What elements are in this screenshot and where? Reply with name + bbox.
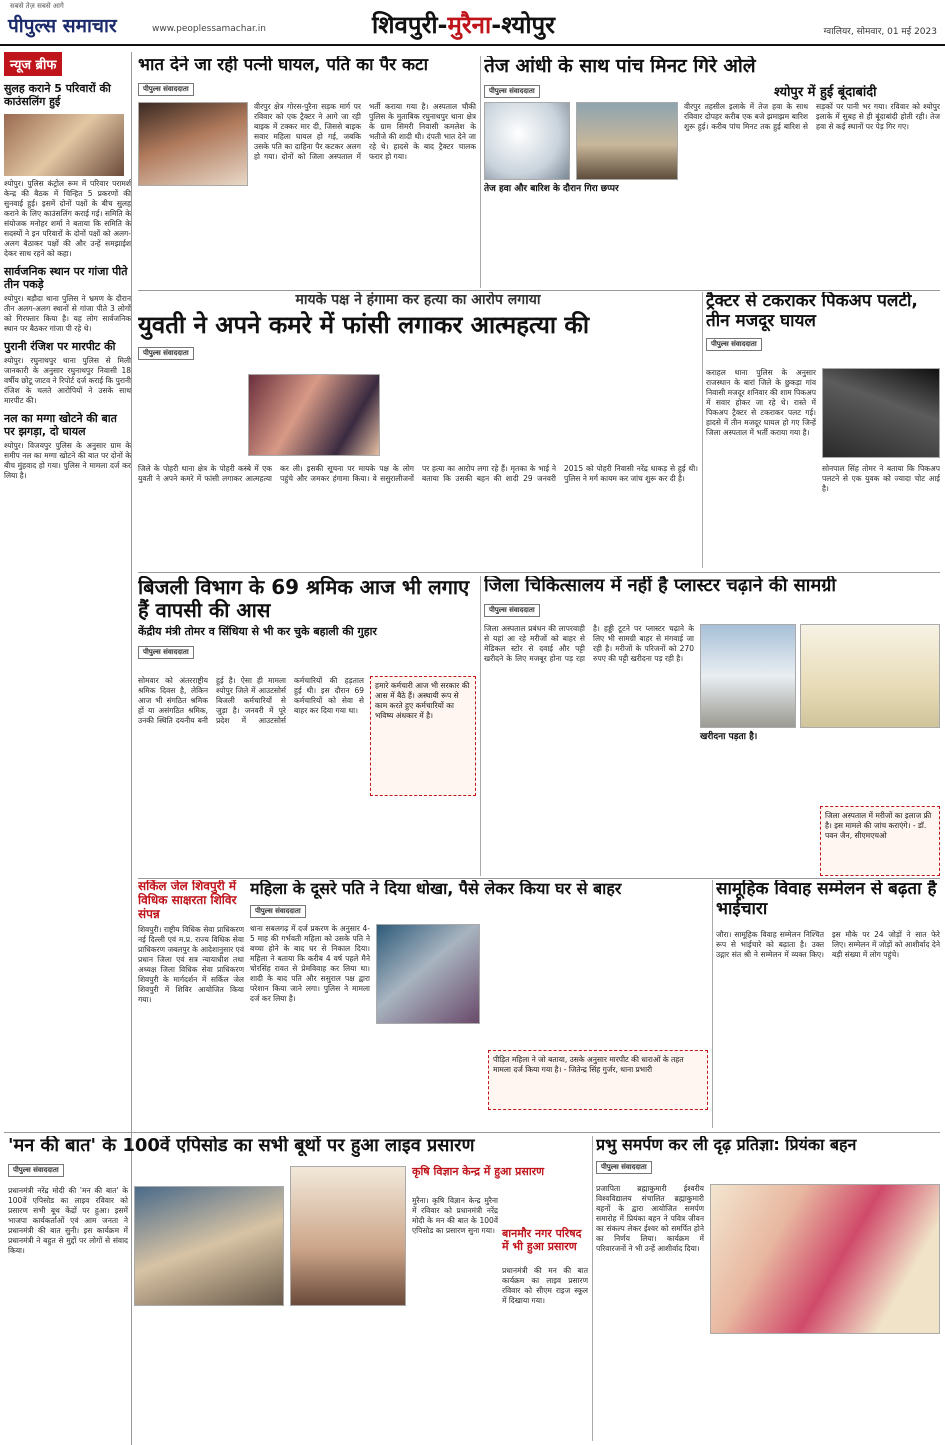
- overturned-pickup-photo: [822, 368, 940, 458]
- news-brief-label: न्यूज ब्रीफ: [4, 52, 62, 76]
- byline: पीपुल्स संवाददाता: [596, 1161, 652, 1174]
- byline: पीपुल्स संवाददाता: [484, 604, 540, 617]
- article-electricity-workers: [138, 576, 476, 876]
- brief-headline: नल का मग्गा खोटने की बात पर झगड़ा, दो घायल: [4, 412, 117, 438]
- byline: पीपुल्स संवाददाता: [484, 85, 540, 98]
- byline: पीपुल्स संवाददाता: [138, 646, 194, 659]
- article-mass-wedding: [716, 880, 940, 1128]
- article-body: जिला अस्पताल प्रबंधन की लापरवाही से यहां आ रहे मरीजों को बाहर से मेडिकल स्टोर से दवाई और पट्टी खरीदने के लिए मजबूर होना पड़ रहा है। हड्डी टूटने पर प्लास्टर चढ़ाने के लिए भी सामग्री बाहर से मंगवाई जा रही है। मरीजों के परिजनों को 270 रुपए की पट्टी खरीदना पड़ रही है।: [484, 624, 694, 663]
- article-body: जिले के पोहरी थाना क्षेत्र के पोहरी कस्बे में एक युवती ने अपने कमरे में फांसी लगाकर आत्महत्या कर ली। इसकी सूचना पर मायके पक्ष के लोग पहुंचे और जमकर हंगामा किया। वे ससुरालीजनों पर हत्या का आरोप लगा रहे हैं। मृतका के भाई ने बताया कि उसकी बहन की शादी 29 जनवरी 2015 को पोहरी निवासी नरेंद्र धाकड़ से हुई थी। पुलिस ने मर्ग कायम कर जांच शुरू कर दी है।: [138, 464, 698, 483]
- section-divider: [138, 290, 940, 291]
- section-divider: [138, 572, 940, 573]
- article-headline: तेज आंधी के साथ पांच मिनट गिरे ओले: [484, 56, 756, 77]
- column-divider: [480, 576, 481, 876]
- article-pickup-overturn: [706, 292, 940, 568]
- byline: पीपुल्स संवाददाता: [250, 905, 306, 918]
- quote-box: हमारे कर्मचारी आज भी सरकार की आस में बैठे हैं। अस्थायी रूप से काम करते हुए कर्मचारियों का भविष्य अंधकार में है।: [370, 676, 476, 796]
- brief-headline: सार्वजनिक स्थान पर गांजा पीते तीन पकड़े: [4, 265, 128, 291]
- article-headline: महिला के दूसरे पति ने दिया धोखा, पैसे लेकर किया घर से बाहर: [250, 880, 622, 898]
- byline: पीपुल्स संवाददाता: [8, 1164, 64, 1177]
- article-body: प्रजापिता ब्रह्माकुमारी ईश्वरीय विश्वविद्यालय संचालित ब्रह्माकुमारी बहनों के द्वारा आयोजित समर्पण समारोह में प्रियंका बहन ने पवित्र जीवन का संकल्प लेकर ईश्वर को समर्पित होने का निर्णय लिया। कार्यक्रम में परिवारजनों ने भी उन्हें आशीर्वाद दिया।: [596, 1184, 704, 1253]
- article-headline: भात देने जा रही पत्नी घायल, पति का पैर कटा: [138, 56, 429, 75]
- brief-headline: पुरानी रंजिश पर मारपीट की: [4, 340, 116, 353]
- edition-right: -श्योपुर: [491, 11, 555, 39]
- article-headline: सामूहिक विवाह सम्मेलन से बढ़ता है भाईचारा: [716, 880, 937, 919]
- column-divider: [480, 56, 481, 288]
- article-body: सोमवार को अंतरराष्ट्रीय श्रमिक दिवस है, लेकिन आज भी संगठित श्रमिक हों या असंगठित श्रमिक, उनकी स्थिति दयनीय बनी हुई है। ऐसा ही मामला श्योपुर जिले में आउटसोर्स बिजली कर्मचारियों से जुड़ा है। जनवरी में पूरे प्रदेश में आउटसोर्स कर्मचारियों की हड़ताल हुई थी। इस दौरान 69 कर्मचारियों को सेवा से बाहर कर दिया गया था।: [138, 676, 364, 725]
- article-body: थाना सबलगढ़ में दर्ज प्रकरण के अनुसार 4-5 माह की गर्भवती महिला को उसके पति ने बच्चा होने के बाद घर से निकाल दिया। महिला ने बताया कि करीब 4 वर्ष पहले मैने चोरसिंह रावत से प्रेमविवाह कर लिया था। शादी के बाद पति और ससुराल पक्ष द्वारा परेशान किया जाने लगा। पुलिस ने मामला दर्ज कर लिया है।: [250, 924, 370, 1003]
- article-headline: युवती ने अपने कमरे में फांसी लगाकर आत्महत्या की: [138, 311, 590, 340]
- article-legal-camp: [138, 880, 244, 1128]
- article-body: वीरपुर तहसील इलाके में तेज हवा के साथ रविवार दोपहर करीब एक बजे झमाझम बारिश शुरू हुई। करीब पांच मिनट तक हुई बारिश से सड़कों पर पानी भर गया। रविवार को श्योपुर इलाके में सुबह से ही बूंदाबांदी होती रही। तेज हवा से कई स्थानों पर पेड़ गिर गए।: [684, 102, 940, 131]
- broadcast-audience-photo: [134, 1186, 284, 1306]
- dateline: ग्वालियर, सोमवार, 01 मई 2023: [823, 27, 937, 37]
- accident-photo: [138, 102, 248, 186]
- byline: पीपुल्स संवाददाता: [138, 83, 194, 96]
- hospital-signboard-photo: [800, 624, 940, 728]
- viewers-photo: [290, 1166, 406, 1306]
- article-suicide: [138, 292, 698, 568]
- article-headline: 'मन की बात' के 100वें एपिसोड का सभी बूथों पर हुआ लाइव प्रसारण: [8, 1136, 475, 1156]
- byline: पीपुल्स संवाददाता: [138, 347, 194, 360]
- article-body: वीरपुर क्षेत्र गोरस-पुरैना सड़क मार्ग पर रविवार को एक ट्रैक्टर ने आगे जा रही बाइक में टक्कर मार दी, जिससे बाइक सवार महिला घायल हो गई, जबकि उसके पति का दाहिना पैर कटकर अलग हो गया। दोनों को जिला अस्पताल में भर्ती कराया गया है। अस्पताल चौकी पुलिस के मुताबिक रघुनाथपुर थाना क्षेत्र के ग्राम सिमरी निवासी कमलेश के भतीजे की शादी थी। दंपती भात देने जा रहे थे। हादसे के बाद ट्रैक्टर चालक फरार हो गया।: [254, 102, 476, 161]
- section-divider: [4, 1132, 940, 1133]
- brief-body: श्योपुर। पुलिस कंट्रोल रूम में परिवार परामर्श केन्द्र की बैठक में चिन्हित 5 प्रकरणों की सुनवाई हुई। इसमें दोनों पक्षों के बीच सुलह कराने के लिए काउंसलिंग कराई गई। समिति के संयोजक मनोहर शर्मा ने बताया कि समिति के सदस्यों ने इन परिवारों के दोनों पक्षों को अलग-अलग बैठाकर पक्षों की और उन्हें समझाईश देकर साथ रहने को कहा।: [4, 179, 131, 258]
- couple-photo: [248, 374, 380, 456]
- brief-body: श्योपुर। विजयपुर पुलिस के अनुसार ग्राम के समीप नल का मग्गा खोटने की बात पर दोनों के बीच मुंहवाद हो गया। पुलिस ने मामला दर्ज कर लिया है।: [4, 441, 131, 480]
- quote-box: पीड़ित महिला ने जो बताया, उसके अनुसार मारपीट की धाराओं के तहत मामला दर्ज किया गया है। - जितेन्द्र सिंह गुर्जर, थाना प्रभारी: [488, 1050, 708, 1110]
- article-subhead: श्योपुर में हुई बूंदाबांदी: [774, 85, 877, 100]
- article-body: कराहल थाना पुलिस के अनुसार राजस्थान के बारां जिले के छुकड़ा गांव निवासी मजदूर शनिवार की शाम पिकअप में सवार होकर जा रहे थे। रास्ते में पिकअप ट्रैक्टर से टकराकर पलट गई। हादसे में तीन मजदूर घायल हो गए जिन्हें जिला अस्पताल में भर्ती कराया गया है।: [706, 368, 816, 437]
- article-headline: ट्रैक्टर से टकराकर पिकअप पलटी, तीन मजदूर घायल: [706, 292, 918, 331]
- article-headline: सर्किल जेल शिवपुरी में विधिक साक्षरता शिविर संपन्न: [138, 880, 237, 921]
- article-second-husband: [250, 880, 708, 1128]
- sub-body: मुरैना। कृषि विज्ञान केन्द्र मुरैना में रविवार को प्रधानमंत्री नरेंद्र मोदी के मन की बात के 100वें एपिसोड का प्रसारण सुना गया।: [412, 1196, 498, 1235]
- column-divider: [712, 880, 713, 1128]
- section-divider: [138, 878, 940, 879]
- edition-title: [372, 8, 555, 41]
- article-body: जौरा। सामूहिक विवाह सम्मेलन निश्चित रूप से भाईचारे को बढ़ाता है। उक्त उद्गार संत श्री ने सम्मेलन में व्यक्त किए। इस मौके पर 24 जोड़ों ने सात फेरे लिए। सम्मेलन में जोड़ों को आशीर्वाद देने बड़ी संख्या में लोग पहुंचे।: [716, 930, 940, 959]
- photo-caption: सोनपाल सिंह तोमर ने बताया कि पिकअप पलटने से एक युवक को ज्यादा चोट आई है।: [822, 464, 940, 493]
- article-headline: जिला चिकित्सालय में नहीं है प्लास्टर चढ़ाने की सामग्री: [484, 576, 837, 596]
- edition-left: शिवपुरी-: [372, 11, 448, 39]
- article-kicker: मायके पक्ष ने हंगामा कर हत्या का आरोप लगाया: [295, 292, 541, 308]
- brief-body: श्योपुर। रघुनाथपुर थाना पुलिस से मिली जानकारी के अनुसार रघुनाथपुर निवासी 18 वर्षीय छोटू जाटव ने रिपोर्ट दर्ज कराई कि पुरानी रंजिश के चलते आरोपियों ने उसके साथ मारपीट की।: [4, 356, 131, 405]
- article-mann-ki-baat: [8, 1136, 588, 1441]
- site-url[interactable]: www.peoplessamachar.in: [152, 24, 266, 34]
- newspaper-logo: पीपुल्स समाचार: [8, 15, 117, 37]
- hailstones-photo: [484, 102, 570, 180]
- byline: पीपुल्स संवाददाता: [706, 338, 762, 351]
- article-body: प्रधानमंत्री नरेंद्र मोदी की 'मन की बात' के 100वें एपिसोड का लाइव रविवार को प्रसारण सभी बूथ केंद्रों पर हुआ। इसमें भाजपा कार्यकर्ताओं एवं आम जनता ने प्रधानमंत्री की बात सुनी। इस कार्यक्रम में प्रधानमंत्री ने बहुत से मुद्दों पर लोगों से संवाद किया।: [8, 1186, 128, 1255]
- article-hailstorm: [484, 56, 940, 288]
- article-headline: बिजली विभाग के 69 श्रमिक आज भी लगाए हैं वापसी की आस: [138, 576, 470, 622]
- column-divider: [592, 1136, 593, 1441]
- article-headline: प्रभु समर्पण कर ली दृढ़ प्रतिज्ञा: प्रियंका बहन: [596, 1136, 857, 1154]
- edition-mid: मुरैना: [447, 11, 492, 39]
- brief-photo: [4, 114, 124, 176]
- sub-body: प्रधानमंत्री की मन की बात कार्यक्रम का लाइव प्रसारण रविवार को सीएम राइज स्कूल में दिखाया गया।: [502, 1266, 588, 1305]
- collapsed-roof-photo: [576, 102, 678, 180]
- article-priyanka-bahan: [596, 1136, 940, 1441]
- photo-caption: खरीदना पड़ता है।: [700, 732, 758, 742]
- photo-caption: तेज हवा और बारिश के दौरान गिरा छप्पर: [484, 184, 619, 194]
- brief-headline: सुलह कराने 5 परिवारों की काउंसलिंग हुई: [4, 82, 111, 108]
- ceremony-photo: [710, 1184, 940, 1334]
- sub-headline: बानमौर नगर परिषद में भी हुआ प्रसारण: [502, 1227, 582, 1253]
- masthead: [0, 0, 945, 46]
- logo-tagline: सबसे तेज़ सबसे आगे: [10, 2, 64, 10]
- article-subhead: केंद्रीय मंत्री तोमर व सिंधिया से भी कर चुके बहाली की गुहार: [138, 625, 377, 638]
- article-body: शिवपुरी। राष्ट्रीय विधिक सेवा प्राधिकरण नई दिल्ली एवं म.प्र. राज्य विधिक सेवा प्राधिकरण जबलपुर के आदेशानुसार एवं प्रधान जिला एवं सत्र न्यायाधीश तथा अध्यक्ष जिला विधिक सेवा प्राधिकरण शिवपुरी के मार्गदर्शन में सर्किल जेल शिवपुरी में शिविर आयोजित किया गया।: [138, 925, 244, 1005]
- brief-body: श्योपुर। बड़ौदा थाना पुलिस ने भ्रमण के दौरान तीन अलग-अलग स्थानों से गांजा पीते 3 लोगों को गिरफ्तार किया है। यह लोग सार्वजनिक स्थान पर बैठकर गांजा पी रहे थे।: [4, 294, 131, 333]
- column-divider: [702, 292, 703, 568]
- article-plaster-shortage: [484, 576, 940, 876]
- quote-box: जिला अस्पताल में मरीजों का इलाज फ्री है। इस मामले की जांच कराएंगे। - डॉ. पवन जैन, सीएमएचओ: [820, 806, 940, 876]
- sub-headline: कृषि विज्ञान केन्द्र में हुआ प्रसारण: [412, 1165, 545, 1178]
- hospital-patient-photo: [700, 624, 796, 728]
- article-injured-wife: [138, 56, 476, 288]
- woman-complainant-photo: [376, 924, 480, 1024]
